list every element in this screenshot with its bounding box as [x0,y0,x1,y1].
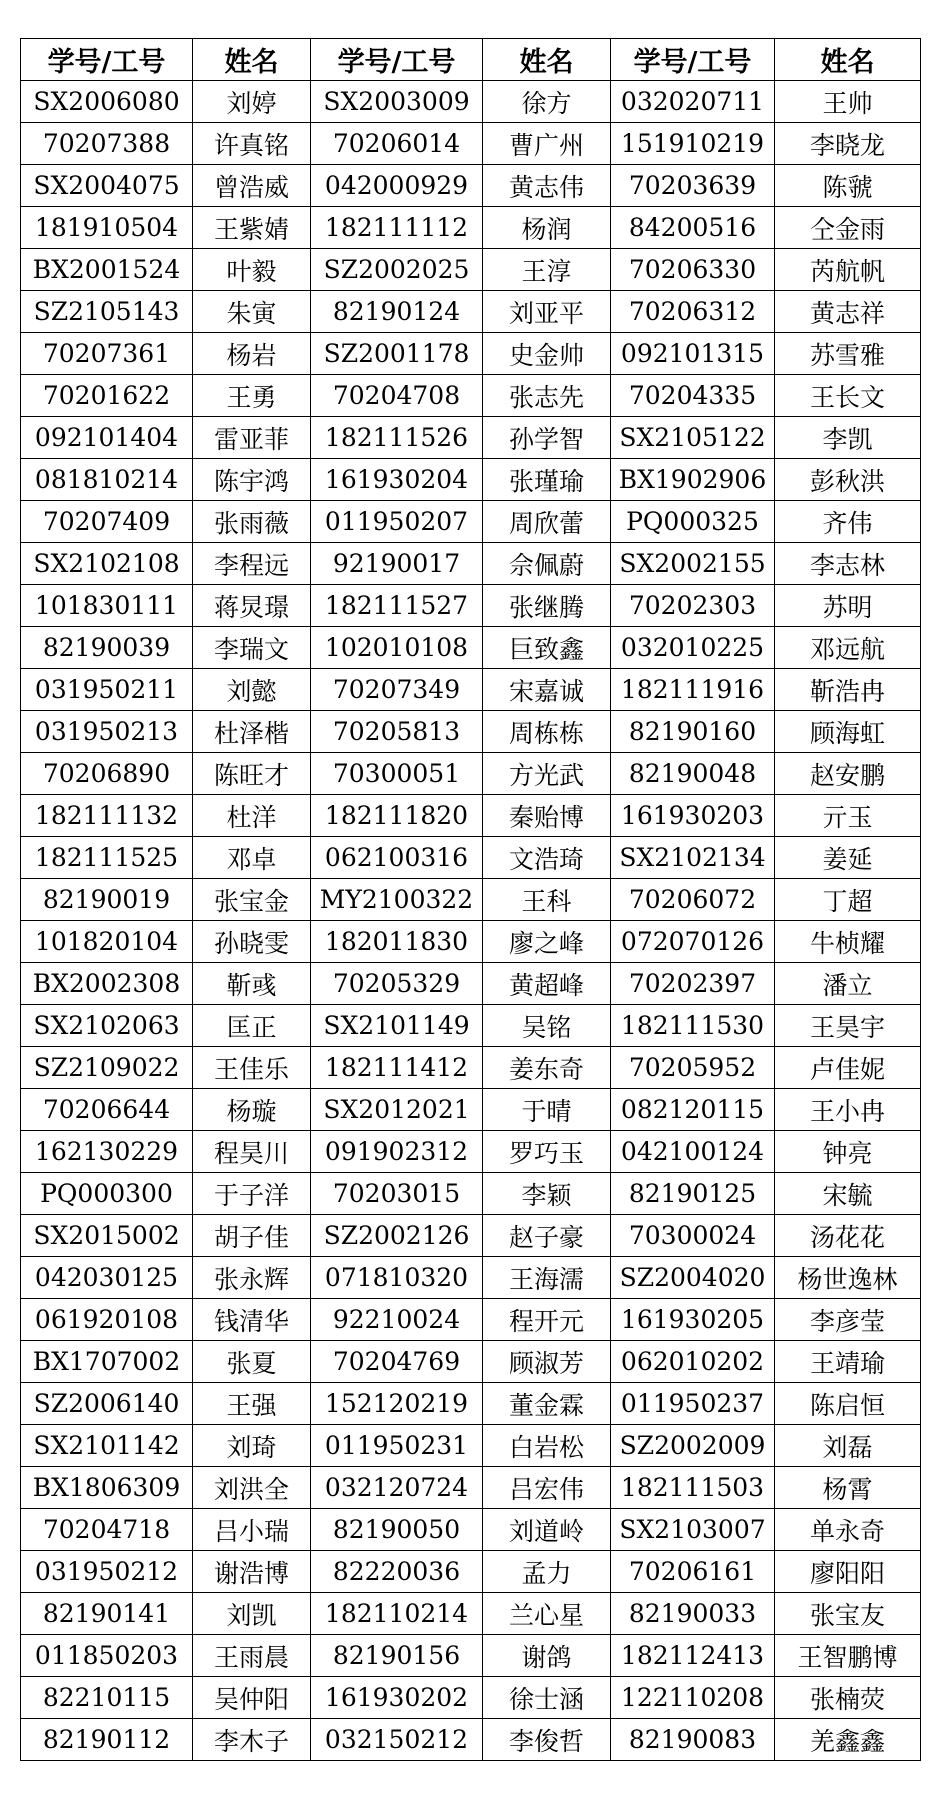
name-cell-1: 李程远 [193,543,311,585]
table-row [21,669,921,711]
id-cell-1: BX2001524 [21,249,193,291]
table-row [21,1257,921,1299]
header-id-2: 学号/工号 [311,39,483,81]
id-cell-3: 70300024 [611,1215,775,1257]
id-cell-1: 70204718 [21,1509,193,1551]
table-row [21,333,921,375]
table-row [21,1635,921,1677]
table-row [21,627,921,669]
name-cell-2: 杨润 [483,207,611,249]
id-cell-3: SZ2004020 [611,1257,775,1299]
name-cell-3: 齐伟 [775,501,921,543]
id-cell-1: PQ000300 [21,1173,193,1215]
id-cell-3: BX1902906 [611,459,775,501]
id-cell-2: SZ2002126 [311,1215,483,1257]
table-row [21,291,921,333]
name-cell-2: 李俊哲 [483,1719,611,1761]
table-row [21,459,921,501]
id-cell-1: 82210115 [21,1677,193,1719]
id-cell-2: 042000929 [311,165,483,207]
id-cell-1: BX1707002 [21,1341,193,1383]
id-cell-2: 182111412 [311,1047,483,1089]
roster-body [21,81,921,1761]
name-cell-2: 黄志伟 [483,165,611,207]
name-cell-2: 巨致鑫 [483,627,611,669]
id-cell-1: 162130229 [21,1131,193,1173]
id-cell-3: 182111916 [611,669,775,711]
name-cell-2: 廖之峰 [483,921,611,963]
id-cell-1: BX1806309 [21,1467,193,1509]
name-cell-3: 潘立 [775,963,921,1005]
name-cell-2: 佘佩蔚 [483,543,611,585]
name-cell-3: 李凯 [775,417,921,459]
table-row [21,837,921,879]
name-cell-1: 许真铭 [193,123,311,165]
table-row [21,1047,921,1089]
id-cell-2: SX2101149 [311,1005,483,1047]
name-cell-2: 罗巧玉 [483,1131,611,1173]
id-cell-1: 031950212 [21,1551,193,1593]
table-row [21,585,921,627]
name-cell-1: 王强 [193,1383,311,1425]
table-row [21,1299,921,1341]
id-cell-1: 182111525 [21,837,193,879]
id-cell-3: 032020711 [611,81,775,123]
name-cell-3: 王昊宇 [775,1005,921,1047]
id-cell-3: 82190125 [611,1173,775,1215]
id-cell-1: SX2102063 [21,1005,193,1047]
id-cell-1: 70207409 [21,501,193,543]
table-row [21,249,921,291]
id-cell-2: 92190017 [311,543,483,585]
name-cell-1: 刘琦 [193,1425,311,1467]
table-row [21,711,921,753]
table-row [21,879,921,921]
name-cell-3: 王靖瑜 [775,1341,921,1383]
header-name-2: 姓名 [483,39,611,81]
name-cell-3: 顾海虹 [775,711,921,753]
name-cell-3: 钟亮 [775,1131,921,1173]
id-cell-2: 102010108 [311,627,483,669]
id-cell-3: 70206330 [611,249,775,291]
id-cell-2: SX2012021 [311,1089,483,1131]
name-cell-3: 姜延 [775,837,921,879]
id-cell-2: 011950231 [311,1425,483,1467]
name-cell-1: 张宝金 [193,879,311,921]
name-cell-2: 吴铭 [483,1005,611,1047]
name-cell-2: 吕宏伟 [483,1467,611,1509]
name-cell-3: 邓远航 [775,627,921,669]
id-cell-1: SX2101142 [21,1425,193,1467]
table-row [21,543,921,585]
table-row [21,1089,921,1131]
name-cell-2: 史金帅 [483,333,611,375]
id-cell-2: 82190050 [311,1509,483,1551]
name-cell-3: 王帅 [775,81,921,123]
header-name-1: 姓名 [193,39,311,81]
name-cell-3: 靳浩冉 [775,669,921,711]
header-id-1: 学号/工号 [21,39,193,81]
id-cell-2: 70203015 [311,1173,483,1215]
id-cell-1: 70207361 [21,333,193,375]
id-cell-3: 82190048 [611,753,775,795]
table-row [21,1551,921,1593]
name-cell-1: 王勇 [193,375,311,417]
name-cell-1: 杨岩 [193,333,311,375]
name-cell-2: 孟力 [483,1551,611,1593]
name-cell-1: 张雨薇 [193,501,311,543]
id-cell-3: 70206312 [611,291,775,333]
id-cell-3: 151910219 [611,123,775,165]
id-cell-3: 70204335 [611,375,775,417]
id-cell-1: 82190019 [21,879,193,921]
id-cell-2: 82190156 [311,1635,483,1677]
id-cell-3: 70202303 [611,585,775,627]
name-cell-1: 匡正 [193,1005,311,1047]
id-cell-2: 032120724 [311,1467,483,1509]
name-cell-2: 董金霖 [483,1383,611,1425]
id-cell-3: 70206161 [611,1551,775,1593]
name-cell-1: 李木子 [193,1719,311,1761]
id-cell-3: 082120115 [611,1089,775,1131]
table-row [21,1467,921,1509]
name-cell-2: 张继腾 [483,585,611,627]
id-cell-2: 182110214 [311,1593,483,1635]
id-cell-2: 182011830 [311,921,483,963]
name-cell-1: 曾浩威 [193,165,311,207]
roster-table [20,38,921,1761]
name-cell-1: 吴仲阳 [193,1677,311,1719]
name-cell-2: 曹广州 [483,123,611,165]
name-cell-1: 叶毅 [193,249,311,291]
id-cell-1: SX2102108 [21,543,193,585]
table-row [21,165,921,207]
name-cell-3: 赵安鹏 [775,753,921,795]
name-cell-1: 胡子佳 [193,1215,311,1257]
id-cell-3: 82190160 [611,711,775,753]
name-cell-3: 芮航帆 [775,249,921,291]
name-cell-2: 王科 [483,879,611,921]
id-cell-2: 152120219 [311,1383,483,1425]
name-cell-1: 陈宇鸿 [193,459,311,501]
name-cell-1: 李瑞文 [193,627,311,669]
name-cell-3: 苏明 [775,585,921,627]
name-cell-2: 黄超峰 [483,963,611,1005]
id-cell-2: 70207349 [311,669,483,711]
table-row [21,1215,921,1257]
id-cell-3: 182111530 [611,1005,775,1047]
name-cell-2: 方光武 [483,753,611,795]
name-cell-3: 亓玉 [775,795,921,837]
name-cell-2: 白岩松 [483,1425,611,1467]
id-cell-2: 161930204 [311,459,483,501]
name-cell-3: 单永奇 [775,1509,921,1551]
id-cell-2: 182111527 [311,585,483,627]
id-cell-3: 092101315 [611,333,775,375]
id-cell-2: 82190124 [311,291,483,333]
id-cell-3: SZ2002009 [611,1425,775,1467]
id-cell-1: SX2006080 [21,81,193,123]
name-cell-3: 廖阳阳 [775,1551,921,1593]
id-cell-1: 092101404 [21,417,193,459]
name-cell-1: 靳彧 [193,963,311,1005]
table-row [21,1005,921,1047]
id-cell-3: 062010202 [611,1341,775,1383]
name-cell-3: 丁超 [775,879,921,921]
id-cell-2: 182111526 [311,417,483,459]
name-cell-1: 王佳乐 [193,1047,311,1089]
id-cell-2: 091902312 [311,1131,483,1173]
name-cell-2: 文浩琦 [483,837,611,879]
name-cell-1: 刘懿 [193,669,311,711]
id-cell-1: 82190141 [21,1593,193,1635]
name-cell-2: 兰心星 [483,1593,611,1635]
name-cell-2: 张瑾瑜 [483,459,611,501]
name-cell-3: 杨世逸林 [775,1257,921,1299]
name-cell-1: 刘婷 [193,81,311,123]
id-cell-2: 182111820 [311,795,483,837]
id-cell-2: 182111112 [311,207,483,249]
id-cell-3: SX2105122 [611,417,775,459]
name-cell-3: 黄志祥 [775,291,921,333]
header-row [21,39,921,81]
name-cell-3: 苏雪雅 [775,333,921,375]
name-cell-3: 李晓龙 [775,123,921,165]
name-cell-2: 周栋栋 [483,711,611,753]
name-cell-1: 吕小瑞 [193,1509,311,1551]
name-cell-3: 汤花花 [775,1215,921,1257]
name-cell-1: 朱寅 [193,291,311,333]
id-cell-2: SZ2001178 [311,333,483,375]
name-cell-1: 杨璇 [193,1089,311,1131]
name-cell-1: 刘凯 [193,1593,311,1635]
table-row [21,753,921,795]
id-cell-3: 182111503 [611,1467,775,1509]
id-cell-2: 062100316 [311,837,483,879]
id-cell-1: SX2004075 [21,165,193,207]
id-cell-3: SX2002155 [611,543,775,585]
table-row [21,1341,921,1383]
table-row [21,1173,921,1215]
name-cell-3: 张宝友 [775,1593,921,1635]
name-cell-2: 刘亚平 [483,291,611,333]
name-cell-3: 王小冉 [775,1089,921,1131]
id-cell-3: 84200516 [611,207,775,249]
name-cell-2: 徐士涵 [483,1677,611,1719]
id-cell-2: 82220036 [311,1551,483,1593]
table-row [21,1719,921,1761]
name-cell-3: 宋毓 [775,1173,921,1215]
table-row [21,921,921,963]
name-cell-2: 李颖 [483,1173,611,1215]
table-row [21,1131,921,1173]
id-cell-2: 70205813 [311,711,483,753]
id-cell-2: 70204708 [311,375,483,417]
id-cell-2: SZ2002025 [311,249,483,291]
name-cell-1: 刘洪全 [193,1467,311,1509]
id-cell-1: 181910504 [21,207,193,249]
id-cell-1: 031950213 [21,711,193,753]
table-row [21,417,921,459]
id-cell-2: 70300051 [311,753,483,795]
table-row [21,1425,921,1467]
id-cell-1: 70206644 [21,1089,193,1131]
id-cell-3: SX2103007 [611,1509,775,1551]
name-cell-1: 蒋炅璟 [193,585,311,627]
name-cell-3: 李志林 [775,543,921,585]
name-cell-3: 刘磊 [775,1425,921,1467]
name-cell-1: 谢浩博 [193,1551,311,1593]
name-cell-3: 李彦莹 [775,1299,921,1341]
id-cell-1: SZ2006140 [21,1383,193,1425]
name-cell-3: 陈启恒 [775,1383,921,1425]
name-cell-2: 张志先 [483,375,611,417]
name-cell-2: 姜东奇 [483,1047,611,1089]
name-cell-1: 程昊川 [193,1131,311,1173]
id-cell-1: 011850203 [21,1635,193,1677]
name-cell-2: 王海濡 [483,1257,611,1299]
id-cell-3: 122110208 [611,1677,775,1719]
id-cell-1: SZ2109022 [21,1047,193,1089]
id-cell-3: SX2102134 [611,837,775,879]
table-row [21,1509,921,1551]
id-cell-1: 031950211 [21,669,193,711]
id-cell-2: 011950207 [311,501,483,543]
name-cell-2: 于晴 [483,1089,611,1131]
name-cell-2: 孙学智 [483,417,611,459]
name-cell-1: 王雨晨 [193,1635,311,1677]
id-cell-1: 081810214 [21,459,193,501]
header-id-3: 学号/工号 [611,39,775,81]
name-cell-1: 王紫婧 [193,207,311,249]
id-cell-1: SX2015002 [21,1215,193,1257]
table-row [21,207,921,249]
table-row [21,1383,921,1425]
id-cell-2: 161930202 [311,1677,483,1719]
id-cell-1: 182111132 [21,795,193,837]
name-cell-1: 雷亚菲 [193,417,311,459]
name-cell-2: 王淳 [483,249,611,291]
id-cell-3: 182112413 [611,1635,775,1677]
table-row [21,963,921,1005]
id-cell-3: 072070126 [611,921,775,963]
id-cell-3: PQ000325 [611,501,775,543]
name-cell-2: 秦贻博 [483,795,611,837]
name-cell-2: 宋嘉诚 [483,669,611,711]
table-row [21,501,921,543]
name-cell-3: 陈虢 [775,165,921,207]
id-cell-1: 70201622 [21,375,193,417]
name-cell-3: 张楠荧 [775,1677,921,1719]
name-cell-3: 彭秋洪 [775,459,921,501]
id-cell-2: 071810320 [311,1257,483,1299]
id-cell-3: 161930203 [611,795,775,837]
name-cell-2: 周欣蕾 [483,501,611,543]
name-cell-1: 于子洋 [193,1173,311,1215]
id-cell-3: 011950237 [611,1383,775,1425]
name-cell-1: 陈旺才 [193,753,311,795]
header-name-3: 姓名 [775,39,921,81]
id-cell-2: 70205329 [311,963,483,1005]
id-cell-2: 032150212 [311,1719,483,1761]
id-cell-1: 70207388 [21,123,193,165]
id-cell-3: 032010225 [611,627,775,669]
name-cell-1: 杜泽楷 [193,711,311,753]
name-cell-3: 王智鹏博 [775,1635,921,1677]
id-cell-2: 70206014 [311,123,483,165]
table-row [21,123,921,165]
name-cell-1: 张永辉 [193,1257,311,1299]
name-cell-3: 仝金雨 [775,207,921,249]
id-cell-3: 82190083 [611,1719,775,1761]
name-cell-2: 赵子豪 [483,1215,611,1257]
id-cell-3: 82190033 [611,1593,775,1635]
table-row [21,1677,921,1719]
id-cell-1: 70206890 [21,753,193,795]
name-cell-2: 谢鸽 [483,1635,611,1677]
table-row [21,375,921,417]
name-cell-1: 杜洋 [193,795,311,837]
name-cell-2: 顾淑芳 [483,1341,611,1383]
name-cell-1: 张夏 [193,1341,311,1383]
id-cell-3: 70202397 [611,963,775,1005]
table-row [21,795,921,837]
name-cell-1: 钱清华 [193,1299,311,1341]
id-cell-1: 042030125 [21,1257,193,1299]
name-cell-1: 邓卓 [193,837,311,879]
id-cell-1: 061920108 [21,1299,193,1341]
id-cell-2: 92210024 [311,1299,483,1341]
id-cell-2: MY2100322 [311,879,483,921]
id-cell-1: 82190039 [21,627,193,669]
name-cell-3: 卢佳妮 [775,1047,921,1089]
table-row [21,1593,921,1635]
id-cell-3: 70205952 [611,1047,775,1089]
id-cell-3: 042100124 [611,1131,775,1173]
id-cell-2: SX2003009 [311,81,483,123]
id-cell-1: 101830111 [21,585,193,627]
name-cell-3: 牛桢耀 [775,921,921,963]
name-cell-1: 孙晓雯 [193,921,311,963]
name-cell-3: 王长文 [775,375,921,417]
id-cell-1: SZ2105143 [21,291,193,333]
table-row [21,81,921,123]
id-cell-1: 82190112 [21,1719,193,1761]
name-cell-2: 徐方 [483,81,611,123]
id-cell-3: 70206072 [611,879,775,921]
id-cell-3: 161930205 [611,1299,775,1341]
id-cell-2: 70204769 [311,1341,483,1383]
id-cell-1: 101820104 [21,921,193,963]
name-cell-3: 羌鑫鑫 [775,1719,921,1761]
name-cell-2: 刘道岭 [483,1509,611,1551]
name-cell-2: 程开元 [483,1299,611,1341]
id-cell-3: 70203639 [611,165,775,207]
id-cell-1: BX2002308 [21,963,193,1005]
name-cell-3: 杨霄 [775,1467,921,1509]
